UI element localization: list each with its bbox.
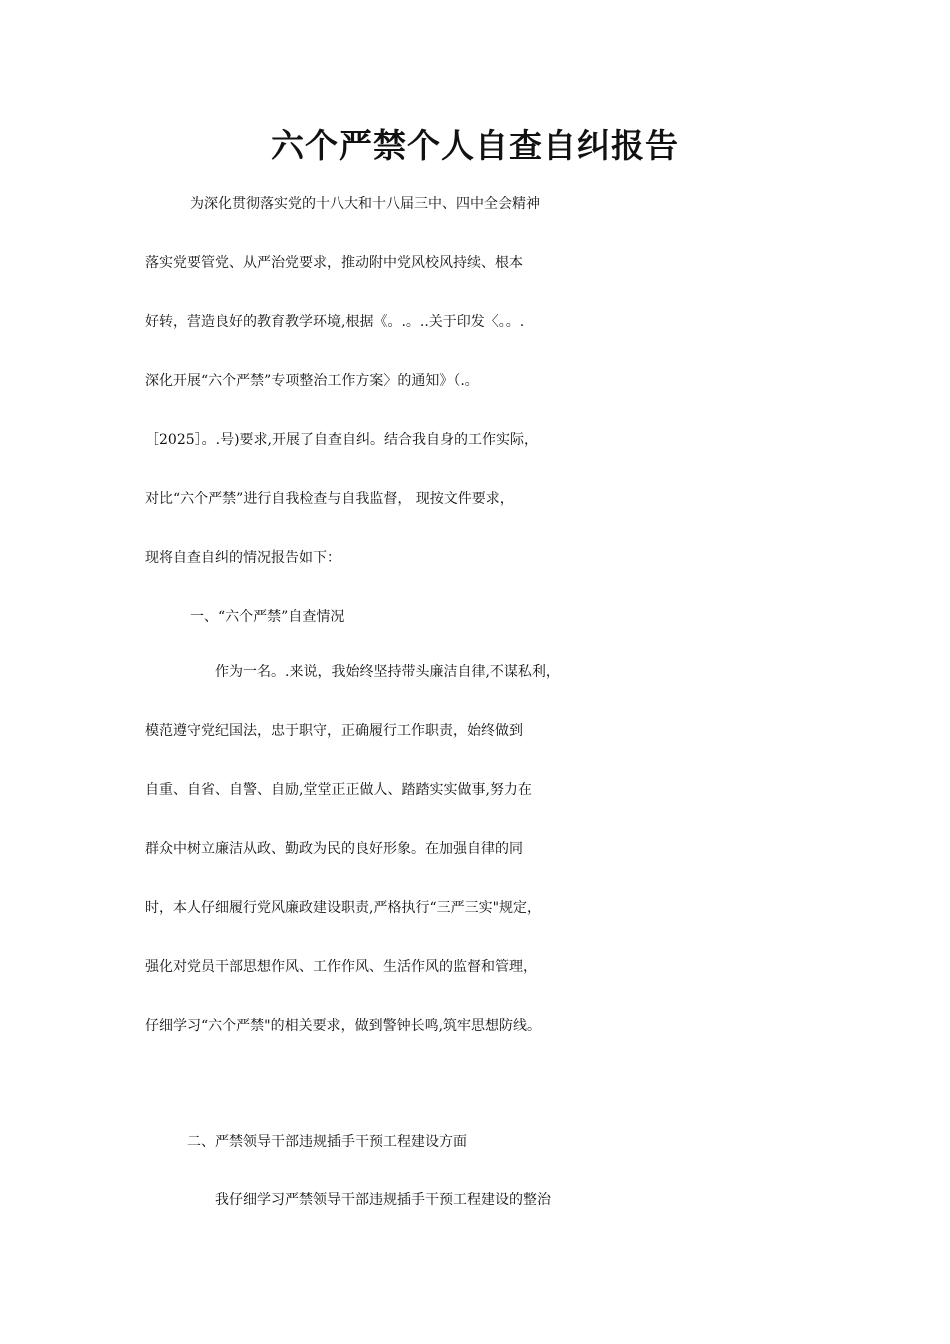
section-heading: 一、“六个严禁”自查情况 <box>190 609 345 625</box>
paragraph-line: 对比“六个严禁”进行自我检查与自我监督， 现按文件要求， <box>145 491 514 507</box>
paragraph-line: 作为一名。.来说，我始终坚持带头廉洁自律,不谋私利， <box>215 664 560 680</box>
paragraph-line: 强化对党员干部思想作风、工作作风、生活作风的监督和管理， <box>145 959 537 975</box>
paragraph-line: 深化开展“六个严禁”专项整治工作方案〉的通知》（.。 <box>145 373 479 389</box>
paragraph-line: 现将自查自纠的情况报告如下： <box>145 550 341 566</box>
paragraph-line: 落实党要管党、从严治党要求，推动附中党风校风持续、根本 <box>145 255 523 271</box>
section-heading: 二、严禁领导干部违规插手干预工程建设方面 <box>187 1134 467 1150</box>
paragraph-line: 时，本人仔细履行党风廉政建设职责,严格执行“三严三实"规定， <box>145 900 542 916</box>
paragraph-line: 自重、自省、自警、自励,堂堂正正做人、踏踏实实做事,努力在 <box>145 782 532 798</box>
paragraph-line: 我仔细学习严禁领导干部违规插手干预工程建设的整治 <box>215 1192 551 1208</box>
paragraph-line: 群众中树立廉洁从政、勤政为民的良好形象。在加强自律的同 <box>145 841 523 857</box>
paragraph-line: ［2025］。.号)要求,开展了自查自纠。结合我自身的工作实际， <box>145 432 538 448</box>
paragraph-line: 仔细学习“六个严禁"的相关要求，做到警钟长鸣,筑牢思想防线。 <box>145 1018 542 1034</box>
paragraph-line: 好转，营造良好的教育教学环境,根据《。.。..关于印发〈。。. <box>145 314 525 330</box>
paragraph-line: 模范遵守党纪国法，忠于职守，正确履行工作职责，始终做到 <box>145 723 523 739</box>
document-title: 六个严禁个人自查自纠报告 <box>271 126 679 165</box>
paragraph-line: 为深化贯彻落实党的十八大和十八届三中、四中全会精神 <box>190 196 540 212</box>
